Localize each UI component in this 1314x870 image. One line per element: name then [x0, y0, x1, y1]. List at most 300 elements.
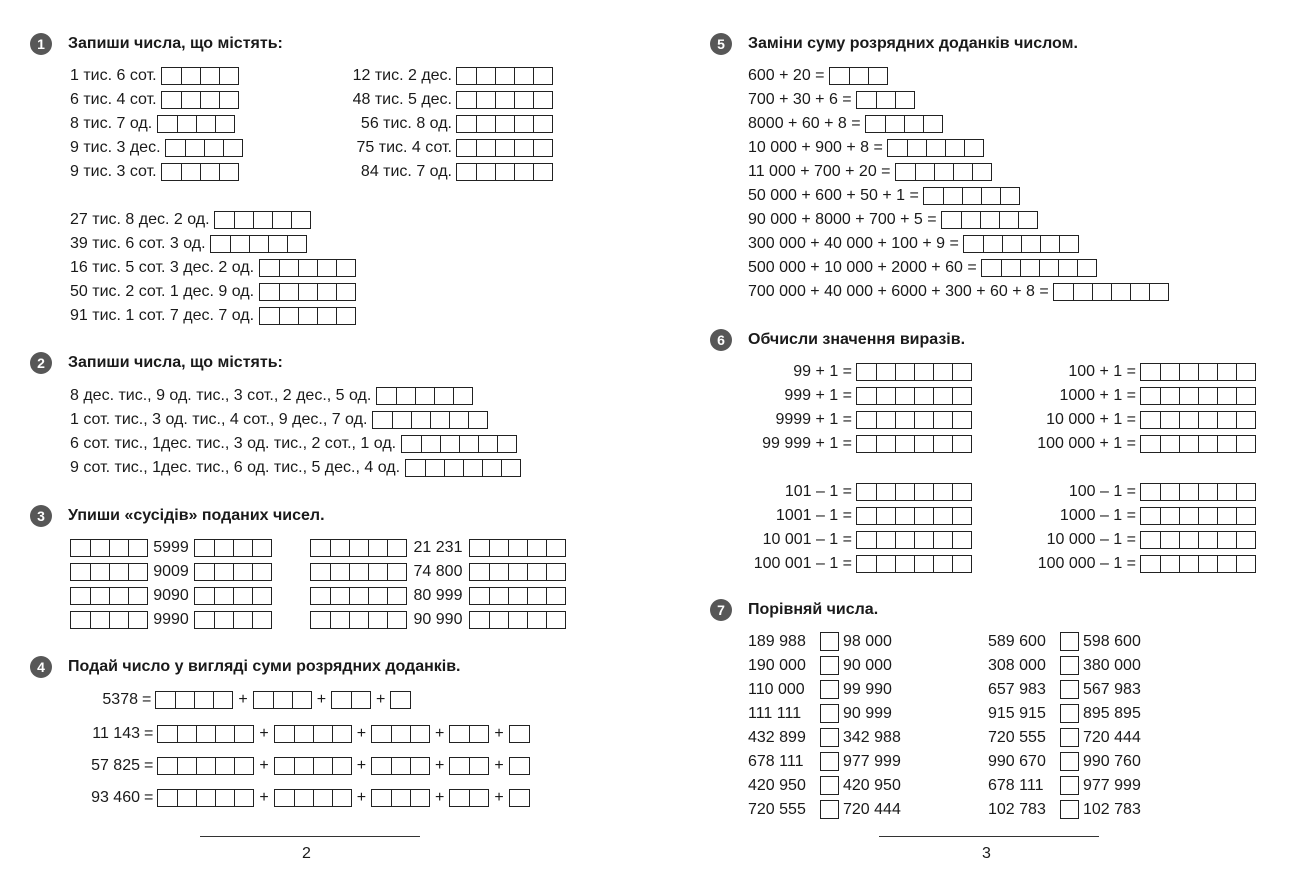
answer-cell[interactable]: [1160, 412, 1179, 428]
answer-cell[interactable]: [489, 540, 508, 556]
addend-cells[interactable]: [253, 691, 312, 709]
answer-cell[interactable]: [336, 308, 355, 324]
answer-cell[interactable]: [215, 758, 234, 774]
answer-cell[interactable]: [294, 790, 313, 806]
answer-cell[interactable]: [1236, 412, 1255, 428]
answer-cell[interactable]: [1002, 236, 1021, 252]
answer-cells[interactable]: [405, 459, 521, 477]
answer-cell[interactable]: [914, 364, 933, 380]
answer-cell[interactable]: [962, 188, 981, 204]
answer-cell[interactable]: [459, 436, 478, 452]
answer-cell[interactable]: [1141, 556, 1160, 572]
answer-cell[interactable]: [313, 726, 332, 742]
answer-cell[interactable]: [896, 164, 915, 180]
next-number-cells[interactable]: [469, 611, 566, 629]
answer-cells[interactable]: [210, 235, 307, 253]
answer-cell[interactable]: [476, 116, 495, 132]
answer-cell[interactable]: [1217, 532, 1236, 548]
comparison-box[interactable]: [820, 680, 839, 699]
answer-cell[interactable]: [1058, 260, 1077, 276]
answer-cell[interactable]: [895, 412, 914, 428]
answer-cell[interactable]: [279, 284, 298, 300]
answer-cell[interactable]: [964, 140, 983, 156]
answer-cell[interactable]: [391, 758, 410, 774]
answer-cell[interactable]: [90, 564, 109, 580]
answer-cells[interactable]: [259, 307, 356, 325]
answer-cell[interactable]: [260, 308, 279, 324]
answer-cell[interactable]: [391, 726, 410, 742]
answer-cell[interactable]: [876, 436, 895, 452]
answer-cell[interactable]: [857, 364, 876, 380]
answer-cell[interactable]: [857, 484, 876, 500]
answer-cell[interactable]: [914, 508, 933, 524]
answer-cell[interactable]: [279, 308, 298, 324]
answer-cell[interactable]: [952, 484, 971, 500]
answer-cell[interactable]: [1141, 364, 1160, 380]
answer-cell[interactable]: [470, 540, 489, 556]
answer-cell[interactable]: [888, 140, 907, 156]
answer-cell[interactable]: [215, 790, 234, 806]
answer-cell[interactable]: [368, 540, 387, 556]
answer-cell[interactable]: [1236, 556, 1255, 572]
answer-cell[interactable]: [330, 540, 349, 556]
answer-cell[interactable]: [194, 692, 213, 708]
answer-cells[interactable]: [372, 411, 488, 429]
answer-cell[interactable]: [915, 164, 934, 180]
answer-cell[interactable]: [317, 284, 336, 300]
answer-cell[interactable]: [914, 484, 933, 500]
answer-cell[interactable]: [895, 556, 914, 572]
answer-cell[interactable]: [181, 68, 200, 84]
answer-cell[interactable]: [857, 508, 876, 524]
answer-cell[interactable]: [1179, 484, 1198, 500]
answer-cell[interactable]: [501, 460, 520, 476]
answer-cell[interactable]: [311, 564, 330, 580]
answer-cell[interactable]: [311, 612, 330, 628]
next-number-cells[interactable]: [194, 611, 272, 629]
answer-cell[interactable]: [1179, 508, 1198, 524]
comparison-box[interactable]: [1060, 776, 1079, 795]
answer-cells[interactable]: [1140, 411, 1256, 429]
answer-cell[interactable]: [162, 92, 181, 108]
answer-cell[interactable]: [1198, 532, 1217, 548]
answer-cell[interactable]: [252, 588, 271, 604]
answer-cell[interactable]: [999, 212, 1018, 228]
answer-cell[interactable]: [952, 364, 971, 380]
comparison-box[interactable]: [1060, 632, 1079, 651]
next-number-cells[interactable]: [194, 563, 272, 581]
answer-cell[interactable]: [964, 236, 983, 252]
answer-cell[interactable]: [924, 188, 943, 204]
answer-cell[interactable]: [410, 790, 429, 806]
comparison-box[interactable]: [820, 632, 839, 651]
answer-cell[interactable]: [1179, 388, 1198, 404]
answer-cell[interactable]: [533, 140, 552, 156]
answer-cell[interactable]: [273, 692, 292, 708]
answer-cells[interactable]: [856, 435, 972, 453]
answer-cell[interactable]: [440, 436, 459, 452]
answer-cell[interactable]: [1141, 388, 1160, 404]
answer-cell[interactable]: [411, 412, 430, 428]
answer-cell[interactable]: [298, 260, 317, 276]
answer-cell[interactable]: [158, 726, 177, 742]
answer-cell[interactable]: [298, 284, 317, 300]
answer-cells[interactable]: [157, 115, 235, 133]
addend-cells[interactable]: [157, 725, 254, 743]
answer-cell[interactable]: [430, 412, 449, 428]
answer-cell[interactable]: [215, 726, 234, 742]
addend-cells[interactable]: [155, 691, 233, 709]
answer-cell[interactable]: [469, 758, 488, 774]
answer-cells[interactable]: [456, 139, 553, 157]
answer-cell[interactable]: [1054, 284, 1073, 300]
answer-cell[interactable]: [332, 790, 351, 806]
answer-cell[interactable]: [470, 588, 489, 604]
answer-cell[interactable]: [434, 388, 453, 404]
answer-cell[interactable]: [313, 790, 332, 806]
answer-cell[interactable]: [450, 758, 469, 774]
answer-cell[interactable]: [177, 758, 196, 774]
answer-cell[interactable]: [1198, 508, 1217, 524]
answer-cell[interactable]: [895, 484, 914, 500]
answer-cell[interactable]: [1160, 556, 1179, 572]
answer-cell[interactable]: [982, 260, 1001, 276]
answer-cell[interactable]: [195, 612, 214, 628]
answer-cell[interactable]: [952, 532, 971, 548]
answer-cells[interactable]: [941, 211, 1038, 229]
answer-cell[interactable]: [514, 116, 533, 132]
previous-number-cells[interactable]: [310, 587, 407, 605]
answer-cells[interactable]: [895, 163, 992, 181]
answer-cell[interactable]: [1020, 260, 1039, 276]
answer-cell[interactable]: [476, 68, 495, 84]
answer-cell[interactable]: [980, 212, 999, 228]
answer-cell[interactable]: [109, 540, 128, 556]
answer-cell[interactable]: [298, 308, 317, 324]
previous-number-cells[interactable]: [310, 539, 407, 557]
answer-cell[interactable]: [961, 212, 980, 228]
answer-cell[interactable]: [387, 588, 406, 604]
answer-cell[interactable]: [332, 758, 351, 774]
answer-cell[interactable]: [252, 564, 271, 580]
answer-cell[interactable]: [294, 758, 313, 774]
answer-cell[interactable]: [983, 236, 1002, 252]
answer-cell[interactable]: [349, 564, 368, 580]
answer-cell[interactable]: [895, 436, 914, 452]
answer-cell[interactable]: [162, 68, 181, 84]
answer-cell[interactable]: [396, 388, 415, 404]
answer-cell[interactable]: [510, 726, 529, 742]
comparison-box[interactable]: [820, 752, 839, 771]
answer-cell[interactable]: [272, 212, 291, 228]
answer-cell[interactable]: [972, 164, 991, 180]
addend-cells[interactable]: [509, 789, 530, 807]
answer-cell[interactable]: [933, 532, 952, 548]
answer-cell[interactable]: [410, 758, 429, 774]
answer-cell[interactable]: [457, 116, 476, 132]
answer-cell[interactable]: [294, 726, 313, 742]
answer-cells[interactable]: [856, 411, 972, 429]
answer-cell[interactable]: [546, 540, 565, 556]
answer-cell[interactable]: [260, 284, 279, 300]
comparison-box[interactable]: [820, 728, 839, 747]
answer-cell[interactable]: [914, 556, 933, 572]
addend-cells[interactable]: [371, 725, 430, 743]
answer-cell[interactable]: [1236, 508, 1255, 524]
answer-cell[interactable]: [392, 412, 411, 428]
answer-cell[interactable]: [71, 540, 90, 556]
answer-cell[interactable]: [953, 164, 972, 180]
answer-cell[interactable]: [533, 116, 552, 132]
answer-cells[interactable]: [456, 67, 553, 85]
answer-cell[interactable]: [857, 92, 876, 108]
answer-cell[interactable]: [895, 92, 914, 108]
answer-cells[interactable]: [456, 91, 553, 109]
answer-cell[interactable]: [234, 726, 253, 742]
answer-cell[interactable]: [1111, 284, 1130, 300]
answer-cell[interactable]: [311, 540, 330, 556]
answer-cells[interactable]: [161, 163, 239, 181]
answer-cells[interactable]: [856, 91, 915, 109]
answer-cell[interactable]: [387, 540, 406, 556]
answer-cell[interactable]: [1160, 436, 1179, 452]
answer-cell[interactable]: [1198, 556, 1217, 572]
answer-cell[interactable]: [196, 726, 215, 742]
answer-cell[interactable]: [470, 612, 489, 628]
answer-cell[interactable]: [90, 540, 109, 556]
answer-cell[interactable]: [351, 692, 370, 708]
answer-cell[interactable]: [495, 140, 514, 156]
answer-cell[interactable]: [830, 68, 849, 84]
answer-cell[interactable]: [952, 412, 971, 428]
answer-cell[interactable]: [166, 140, 185, 156]
answer-cell[interactable]: [457, 68, 476, 84]
answer-cells[interactable]: [856, 531, 972, 549]
answer-cell[interactable]: [330, 588, 349, 604]
answer-cell[interactable]: [387, 612, 406, 628]
comparison-box[interactable]: [1060, 704, 1079, 723]
answer-cell[interactable]: [527, 540, 546, 556]
answer-cell[interactable]: [1000, 188, 1019, 204]
answer-cell[interactable]: [926, 140, 945, 156]
answer-cell[interactable]: [476, 164, 495, 180]
addend-cells[interactable]: [509, 757, 530, 775]
answer-cell[interactable]: [196, 758, 215, 774]
answer-cell[interactable]: [495, 116, 514, 132]
answer-cell[interactable]: [215, 212, 234, 228]
answer-cell[interactable]: [497, 436, 516, 452]
answer-cells[interactable]: [401, 435, 517, 453]
answer-cell[interactable]: [527, 564, 546, 580]
answer-cell[interactable]: [415, 388, 434, 404]
answer-cell[interactable]: [214, 540, 233, 556]
answer-cell[interactable]: [90, 588, 109, 604]
answer-cells[interactable]: [376, 387, 473, 405]
answer-cell[interactable]: [90, 612, 109, 628]
answer-cell[interactable]: [495, 164, 514, 180]
answer-cell[interactable]: [260, 260, 279, 276]
addend-cells[interactable]: [371, 757, 430, 775]
answer-cells[interactable]: [1140, 507, 1256, 525]
addend-cells[interactable]: [390, 691, 411, 709]
answer-cell[interactable]: [1160, 364, 1179, 380]
addend-cells[interactable]: [331, 691, 371, 709]
answer-cell[interactable]: [449, 412, 468, 428]
addend-cells[interactable]: [509, 725, 530, 743]
answer-cell[interactable]: [895, 508, 914, 524]
previous-number-cells[interactable]: [70, 587, 148, 605]
comparison-box[interactable]: [820, 656, 839, 675]
answer-cell[interactable]: [368, 588, 387, 604]
comparison-box[interactable]: [1060, 752, 1079, 771]
answer-cell[interactable]: [109, 612, 128, 628]
answer-cell[interactable]: [175, 692, 194, 708]
answer-cell[interactable]: [857, 556, 876, 572]
answer-cell[interactable]: [510, 790, 529, 806]
answer-cells[interactable]: [829, 67, 888, 85]
answer-cell[interactable]: [1217, 508, 1236, 524]
answer-cell[interactable]: [876, 484, 895, 500]
answer-cells[interactable]: [161, 67, 239, 85]
answer-cell[interactable]: [933, 364, 952, 380]
answer-cell[interactable]: [128, 564, 147, 580]
answer-cell[interactable]: [1141, 436, 1160, 452]
answer-cell[interactable]: [275, 758, 294, 774]
answer-cell[interactable]: [457, 164, 476, 180]
answer-cell[interactable]: [330, 612, 349, 628]
answer-cell[interactable]: [211, 236, 230, 252]
addend-cells[interactable]: [449, 757, 489, 775]
answer-cell[interactable]: [279, 260, 298, 276]
answer-cell[interactable]: [368, 612, 387, 628]
answer-cell[interactable]: [933, 556, 952, 572]
answer-cell[interactable]: [904, 116, 923, 132]
answer-cell[interactable]: [444, 460, 463, 476]
answer-cell[interactable]: [857, 412, 876, 428]
previous-number-cells[interactable]: [70, 539, 148, 557]
answer-cell[interactable]: [533, 164, 552, 180]
answer-cell[interactable]: [508, 564, 527, 580]
answer-cell[interactable]: [214, 612, 233, 628]
answer-cells[interactable]: [923, 187, 1020, 205]
answer-cell[interactable]: [1130, 284, 1149, 300]
answer-cell[interactable]: [253, 212, 272, 228]
answer-cell[interactable]: [181, 164, 200, 180]
answer-cell[interactable]: [981, 188, 1000, 204]
answer-cell[interactable]: [234, 758, 253, 774]
answer-cells[interactable]: [981, 259, 1097, 277]
answer-cell[interactable]: [469, 726, 488, 742]
comparison-box[interactable]: [1060, 728, 1079, 747]
answer-cell[interactable]: [876, 388, 895, 404]
answer-cell[interactable]: [377, 388, 396, 404]
addend-cells[interactable]: [449, 789, 489, 807]
answer-cell[interactable]: [914, 388, 933, 404]
answer-cell[interactable]: [233, 612, 252, 628]
answer-cell[interactable]: [162, 164, 181, 180]
answer-cell[interactable]: [425, 460, 444, 476]
answer-cells[interactable]: [1140, 387, 1256, 405]
answer-cells[interactable]: [259, 283, 356, 301]
answer-cells[interactable]: [887, 139, 984, 157]
addend-cells[interactable]: [157, 757, 254, 775]
answer-cells[interactable]: [963, 235, 1079, 253]
answer-cell[interactable]: [214, 564, 233, 580]
answer-cells[interactable]: [165, 139, 243, 157]
addend-cells[interactable]: [157, 789, 254, 807]
answer-cell[interactable]: [128, 540, 147, 556]
answer-cell[interactable]: [128, 612, 147, 628]
answer-cell[interactable]: [402, 436, 421, 452]
answer-cell[interactable]: [1198, 412, 1217, 428]
answer-cell[interactable]: [109, 588, 128, 604]
answer-cell[interactable]: [514, 92, 533, 108]
answer-cell[interactable]: [313, 758, 332, 774]
answer-cell[interactable]: [372, 726, 391, 742]
answer-cell[interactable]: [450, 726, 469, 742]
answer-cell[interactable]: [952, 556, 971, 572]
answer-cell[interactable]: [942, 212, 961, 228]
answer-cell[interactable]: [373, 412, 392, 428]
answer-cell[interactable]: [177, 116, 196, 132]
answer-cell[interactable]: [195, 564, 214, 580]
answer-cell[interactable]: [332, 726, 351, 742]
answer-cell[interactable]: [885, 116, 904, 132]
answer-cell[interactable]: [849, 68, 868, 84]
previous-number-cells[interactable]: [70, 563, 148, 581]
answer-cell[interactable]: [195, 540, 214, 556]
answer-cells[interactable]: [856, 363, 972, 381]
answer-cell[interactable]: [1141, 484, 1160, 500]
answer-cell[interactable]: [876, 532, 895, 548]
answer-cell[interactable]: [933, 388, 952, 404]
answer-cell[interactable]: [1001, 260, 1020, 276]
answer-cell[interactable]: [249, 236, 268, 252]
answer-cell[interactable]: [934, 164, 953, 180]
answer-cell[interactable]: [489, 564, 508, 580]
answer-cell[interactable]: [158, 758, 177, 774]
answer-cell[interactable]: [527, 588, 546, 604]
answer-cell[interactable]: [1141, 508, 1160, 524]
answer-cell[interactable]: [933, 508, 952, 524]
answer-cell[interactable]: [508, 540, 527, 556]
answer-cell[interactable]: [158, 116, 177, 132]
answer-cell[interactable]: [195, 588, 214, 604]
answer-cells[interactable]: [856, 507, 972, 525]
answer-cell[interactable]: [234, 212, 253, 228]
addend-cells[interactable]: [449, 725, 489, 743]
answer-cell[interactable]: [349, 588, 368, 604]
answer-cell[interactable]: [876, 412, 895, 428]
next-number-cells[interactable]: [194, 587, 272, 605]
answer-cell[interactable]: [233, 564, 252, 580]
answer-cells[interactable]: [456, 163, 553, 181]
answer-cell[interactable]: [349, 612, 368, 628]
answer-cell[interactable]: [1160, 388, 1179, 404]
answer-cell[interactable]: [391, 790, 410, 806]
answer-cell[interactable]: [391, 692, 410, 708]
answer-cell[interactable]: [1198, 388, 1217, 404]
answer-cell[interactable]: [1236, 484, 1255, 500]
answer-cell[interactable]: [1179, 412, 1198, 428]
answer-cells[interactable]: [1140, 555, 1256, 573]
answer-cell[interactable]: [1077, 260, 1096, 276]
answer-cell[interactable]: [907, 140, 926, 156]
answer-cell[interactable]: [214, 588, 233, 604]
next-number-cells[interactable]: [194, 539, 272, 557]
answer-cell[interactable]: [876, 364, 895, 380]
answer-cell[interactable]: [933, 436, 952, 452]
